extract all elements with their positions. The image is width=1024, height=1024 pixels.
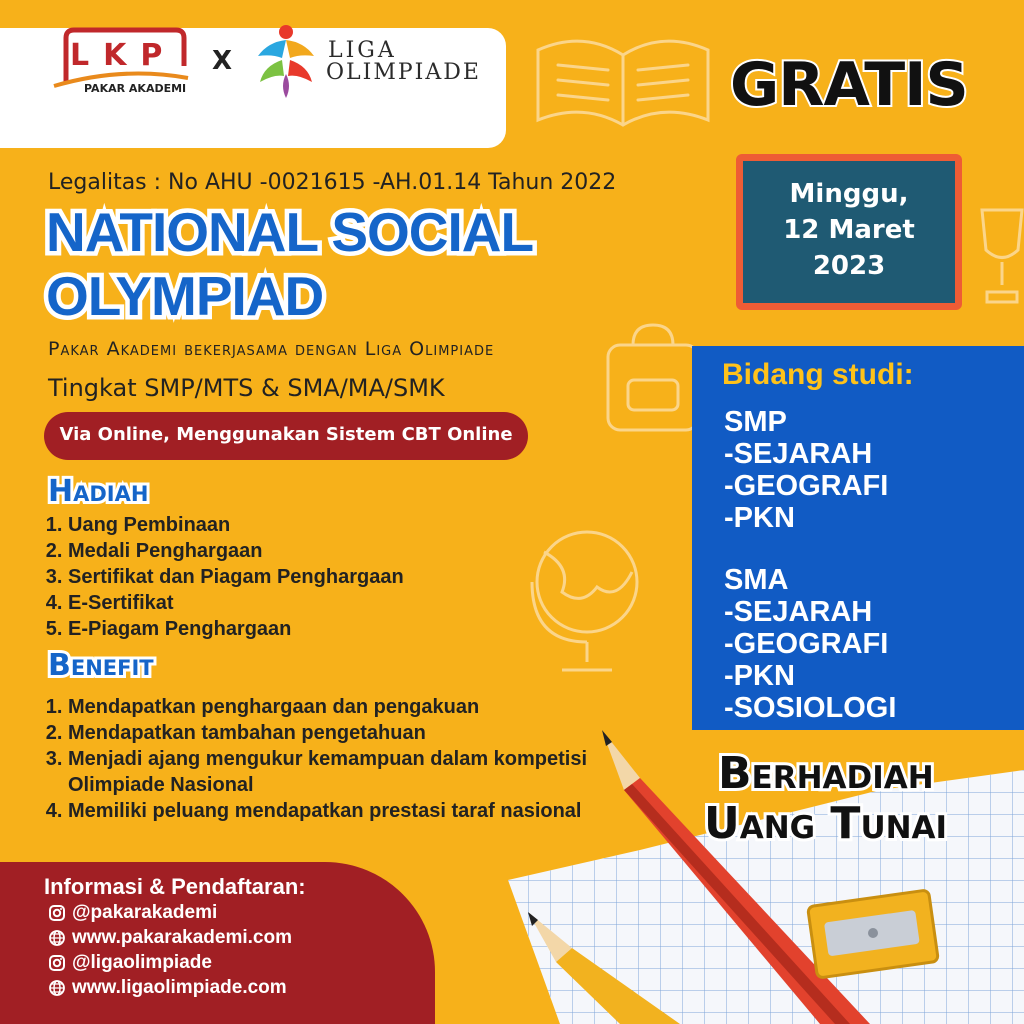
hadiah-item: 3. Sertifikat dan Piagam Penghargaan	[68, 564, 404, 590]
lkp-logo-caption: PAKAR AKADEMI	[84, 82, 187, 95]
contact-web-ligaolimpiade[interactable]	[48, 977, 287, 999]
hadiah-item: 4. E-Sertifikat	[68, 590, 404, 616]
contact-instagram-pakarakademi[interactable]	[48, 902, 217, 924]
contact-text: @pakarakademi	[72, 902, 218, 923]
bidang-line: -SEJARAH	[724, 438, 873, 470]
contact-web-pakarakademi[interactable]	[48, 927, 292, 949]
benefit-item: 4. Memiliki peluang mendapatkan prestasi taraf nasional	[68, 798, 588, 824]
date-line2: 12 Maret	[783, 215, 915, 245]
benefit-list	[46, 694, 588, 824]
prize-line2: Uang Tunai	[704, 798, 948, 849]
hadiah-item: 1. Uang Pembinaan	[68, 512, 404, 538]
bidang-line: -GEOGRAFI	[724, 628, 889, 660]
online-mode-pill: Via Online, Menggunakan Sistem CBT Online	[44, 412, 528, 460]
benefit-heading: Benefit	[48, 648, 154, 683]
benefit-item: 2. Mendapatkan tambahan pengetahuan	[68, 720, 588, 746]
date-line3: 2023	[812, 251, 886, 281]
benefit-item: 3. Menjadi ajang mengukur kemampuan dalam kompetisi Olimpiade Nasional	[68, 746, 588, 798]
date-line1: Minggu,	[789, 179, 909, 209]
event-title-line1: NATIONAL SOCIAL	[46, 201, 534, 263]
liga-logo-line1: LIGA	[328, 38, 397, 63]
liga-olimpiade-logo-icon	[248, 20, 324, 100]
hadiah-heading: Hadiah	[48, 474, 149, 509]
liga-logo-line2: OLIMPIADE	[326, 60, 481, 85]
bidang-line: SMA	[724, 564, 789, 596]
bidang-line: -SEJARAH	[724, 596, 873, 628]
hadiah-list	[46, 512, 404, 642]
hadiah-item: 5. E-Piagam Penghargaan	[68, 616, 404, 642]
bidang-line: -SOSIOLOGI	[724, 692, 897, 724]
event-title-line2: OLYMPIAD	[46, 265, 324, 327]
bidang-line: -PKN	[724, 660, 795, 692]
hadiah-item: 2. Medali Penghargaan	[68, 538, 404, 564]
contact-text: www.pakarakademi.com	[72, 927, 293, 948]
info-heading: Informasi & Pendaftaran:	[44, 874, 306, 899]
globe-icon	[48, 979, 66, 997]
contact-text: www.ligaolimpiade.com	[72, 977, 287, 998]
contact-text: @ligaolimpiade	[72, 952, 212, 973]
instagram-icon	[48, 904, 66, 922]
bidang-line: SMP	[724, 406, 787, 438]
legalitas-text: Legalitas : No AHU -0021615 -AH.01.14 Tahun 2022	[48, 170, 617, 195]
benefit-item: 1. Mendapatkan penghargaan dan pengakuan	[68, 694, 588, 720]
lkp-logo-letters: LKP	[70, 38, 177, 73]
bidang-heading: Bidang studi:	[722, 358, 914, 391]
prize-line1: Berhadiah	[718, 748, 934, 799]
gratis-badge: GRATIS	[730, 50, 968, 120]
bidang-line: -GEOGRAFI	[724, 470, 889, 502]
contact-instagram-ligaolimpiade[interactable]	[48, 952, 212, 974]
level-text: Tingkat SMP/MTS & SMA/MA/SMK	[48, 374, 445, 402]
globe-icon	[48, 929, 66, 947]
date-board	[736, 154, 962, 310]
event-subtitle: Pakar Akademi bekerjasama dengan Liga Olimpiade	[48, 338, 495, 360]
bidang-line: -PKN	[724, 502, 795, 534]
logo-separator: X	[212, 46, 233, 76]
instagram-icon	[48, 954, 66, 972]
